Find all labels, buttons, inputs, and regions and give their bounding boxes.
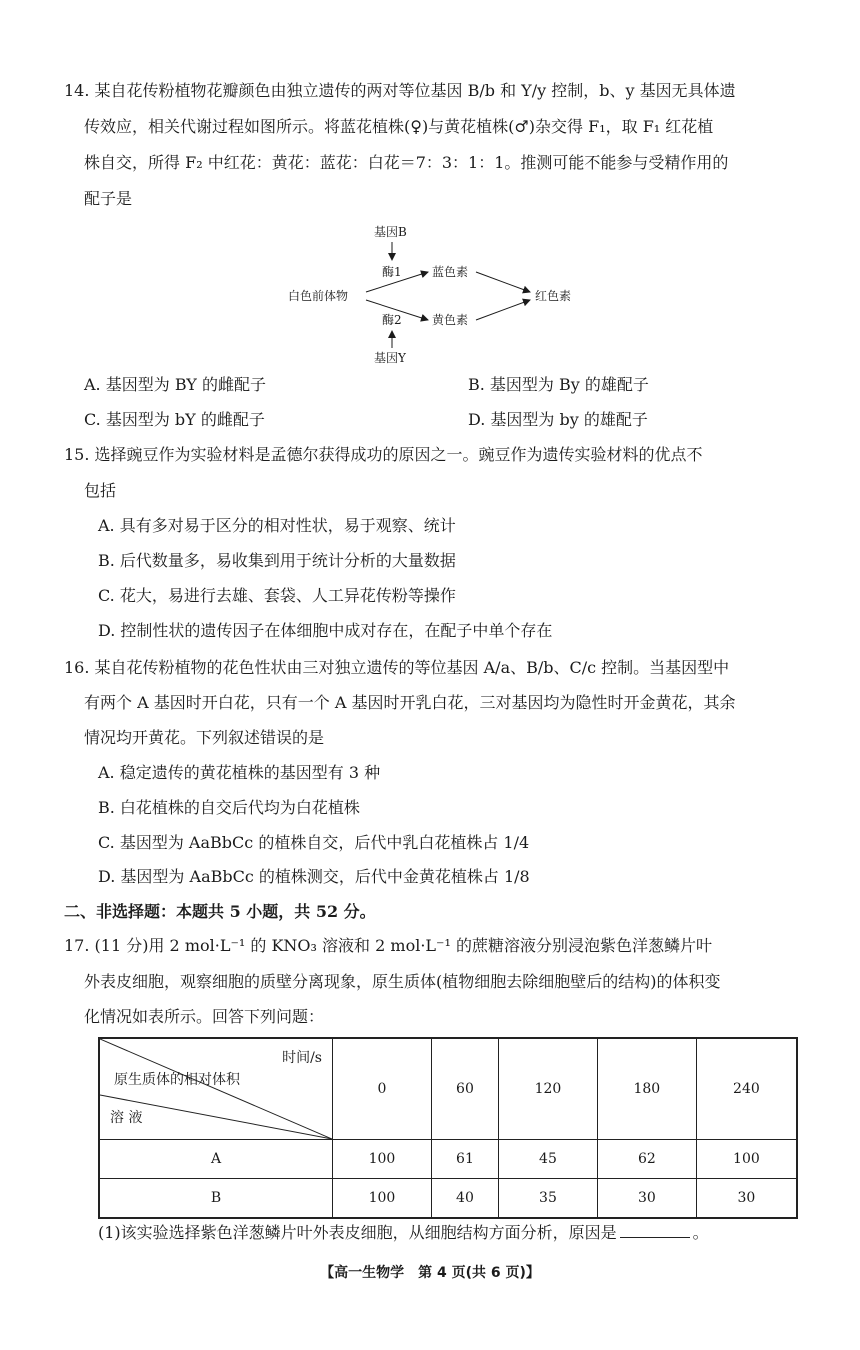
q16-option-b: B. 白花植株的自交后代均为白花植株 [98, 798, 360, 817]
q16-line-1: 16. 某自花传粉植物的花色性状由三对独立遗传的等位基因 A/a、B/b、C/c 控制。当基因型中 [64, 658, 730, 677]
q15-line-2: 包括 [84, 481, 117, 500]
q14-option-d: D. 基因型为 by 的雄配子 [468, 410, 648, 429]
metabolic-pathway-diagram [280, 220, 600, 370]
value-cell: 62 [597, 1140, 696, 1179]
header-relative-volume: 原生质体的相对体积 [114, 1072, 240, 1088]
q16-option-a: A. 稳定遗传的黄花植株的基因型有 3 种 [98, 763, 381, 782]
q17-sub-1-text: (1)该实验选择紫色洋葱鳞片叶外表皮细胞，从细胞结构方面分析，原因是 [98, 1223, 617, 1242]
time-cell: 240 [696, 1038, 797, 1140]
time-cell: 180 [597, 1038, 696, 1140]
q14-line-2: 传效应，相关代谢过程如图所示。将蓝花植株(♀)与黄花植株(♂)杂交得 F₁，取 F₁ 红花植 [84, 117, 714, 136]
section-2-heading: 二、非选择题：本题共 5 小题，共 52 分。 [64, 902, 376, 921]
table-row [99, 1179, 797, 1219]
table-header-row [99, 1038, 797, 1140]
white-precursor-label: 白色前体物 [288, 289, 349, 303]
page-footer: 【高一生物学 第 4 页(共 6 页)】 [320, 1265, 540, 1281]
table-row [99, 1140, 797, 1179]
q15-line-1: 15. 选择豌豆作为实验材料是孟德尔获得成功的原因之一。豌豆作为遗传实验材料的优点不 [64, 445, 703, 464]
yellow-to-red-arrow [476, 300, 530, 320]
q14-option-b: B. 基因型为 By 的雄配子 [468, 375, 649, 394]
q14-option-c: C. 基因型为 bY 的雌配子 [84, 410, 265, 429]
header-time: 时间/s [282, 1050, 322, 1066]
value-cell: 40 [431, 1179, 498, 1219]
answer-blank [620, 1223, 690, 1238]
q17-sub-1-end: 。 [692, 1223, 709, 1242]
enzyme-2-label: 酶2 [382, 313, 402, 327]
value-cell: 100 [696, 1140, 797, 1179]
value-cell: 35 [499, 1179, 598, 1219]
value-cell: 61 [431, 1140, 498, 1179]
gene-y-label: 基因Y [374, 351, 406, 365]
red-pigment-label: 红色素 [535, 289, 572, 303]
q14-line-4: 配子是 [84, 189, 133, 208]
q16-line-2: 有两个 A 基因时开白花，只有一个 A 基因时开乳白花，三对基因均为隐性时开金黄花，其余 [84, 693, 736, 712]
q15-option-c: C. 花大，易进行去雄、套袋、人工异花传粉等操作 [98, 586, 456, 605]
yellow-pigment-label: 黄色素 [432, 313, 469, 327]
q15-option-d: D. 控制性状的遗传因子在体细胞中成对存在，在配子中单个存在 [98, 621, 553, 640]
time-cell: 120 [499, 1038, 598, 1140]
row-label: A [99, 1140, 333, 1179]
row-label: B [99, 1179, 333, 1219]
q17-line-3: 化情况如表所示。回答下列问题： [84, 1007, 325, 1026]
q17-line-1: 17. (11 分)用 2 mol·L⁻¹ 的 KNO₃ 溶液和 2 mol·L⁻¹ 的蔗糖溶液分别浸泡紫色洋葱鳞片叶 [64, 936, 712, 955]
value-cell: 100 [333, 1179, 432, 1219]
blue-pigment-label: 蓝色素 [432, 265, 469, 279]
q14-line-3: 株自交，所得 F₂ 中红花：黄花：蓝花：白花＝7：3：1：1。推测可能不能参与受精作用的 [84, 153, 729, 172]
q17-sub-question-1 [98, 1222, 709, 1244]
value-cell: 30 [696, 1179, 797, 1219]
protoplast-volume-table [98, 1037, 798, 1219]
gene-b-label: 基因B [374, 225, 407, 239]
enzyme-1-label: 酶1 [382, 265, 402, 279]
table-diagonal-header [99, 1038, 333, 1140]
q14-option-a: A. 基因型为 BY 的雌配子 [84, 375, 266, 394]
value-cell: 45 [499, 1140, 598, 1179]
value-cell: 100 [333, 1140, 432, 1179]
value-cell: 30 [597, 1179, 696, 1219]
q16-line-3: 情况均开黄花。下列叙述错误的是 [84, 728, 325, 747]
time-cell: 60 [431, 1038, 498, 1140]
q14-line-1: 14. 某自花传粉植物花瓣颜色由独立遗传的两对等位基因 B/b 和 Y/y 控制，b、y 基因无具体遗 [64, 81, 736, 100]
time-cell: 0 [333, 1038, 432, 1140]
blue-to-red-arrow [476, 272, 530, 292]
q15-option-b: B. 后代数量多，易收集到用于统计分析的大量数据 [98, 551, 456, 570]
q16-option-c: C. 基因型为 AaBbCc 的植株自交，后代中乳白花植株占 1/4 [98, 833, 530, 852]
header-solution: 溶 液 [110, 1110, 143, 1126]
q15-option-a: A. 具有多对易于区分的相对性状，易于观察、统计 [98, 516, 456, 535]
q17-line-2: 外表皮细胞，观察细胞的质壁分离现象，原生质体(植物细胞去除细胞壁后的结构)的体积变 [84, 972, 721, 991]
q16-option-d: D. 基因型为 AaBbCc 的植株测交，后代中金黄花植株占 1/8 [98, 867, 530, 886]
